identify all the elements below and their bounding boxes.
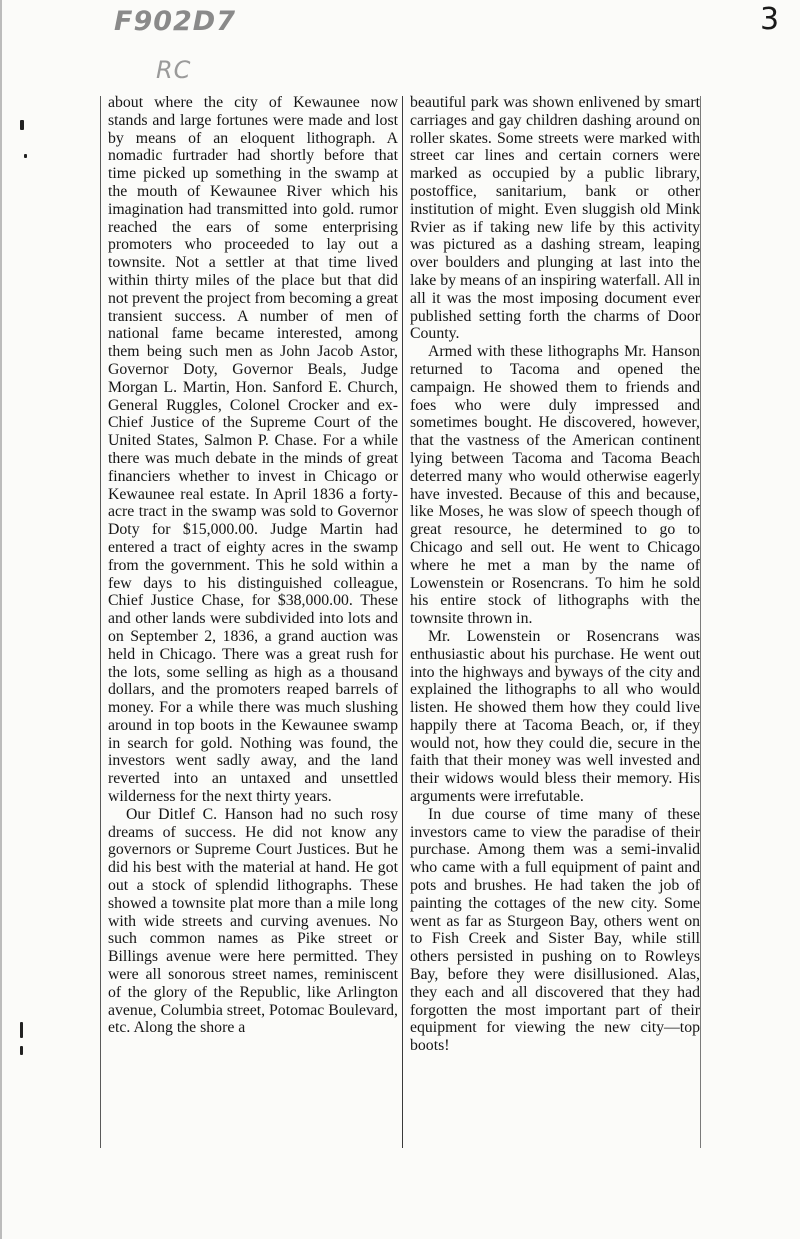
article-paragraph: beautiful park was shown enlivened by smart carriages and gay children dashing around on roller skates. Some streets were marked with street car lines and certain corners were marked as occupied by a public library, postoffice, sanitarium, bank or other institution of might. Even sluggish old Mink Rvier as if taking new life by this activity was pictured as a dashing stream, leaping over boulders and plunging at last into the lake by means of an inspiring waterfall. All in all it was the most imposing document ever published setting forth the charms of Door County. [410, 94, 700, 343]
article-paragraph: Mr. Lowenstein or Rosencrans was enthusiastic about his purchase. He went out into the highways and byways of the city and explained the lithographs to all who would listen. He showed them how they could live happily there at Tacoma Beach, or, if they would not, how they could die, secure in the faith that their money was well invested and their widows would bless their memory. His arguments were irrefutable. [410, 627, 700, 806]
binder-mark [24, 154, 27, 158]
article-paragraph: In due course of time many of these investors came to view the paradise of their purchase. Among them was a semi-invalid who came with a full equipment of paint and pots and brushes. He had taken the job of painting the cottages of the new city. Some went as far as Sturgeon Bay, others went on to Fish Creek and Sister Bay, while still others persisted in pushing on to Rowleys Bay, before they were disillusioned. Alas, they each and all discovered that they had forgotten the most important part of their equipment for viewing the new city—top boots! [410, 805, 700, 1055]
article-paragraph: Our Ditlef C. Hanson had no such rosy dreams of success. He did not know any governors or Supreme Court Justices. But he did his best with the material at hand. He got out a stock of splendid lithographs. These showed a townsite plat more than a mile long with wide streets and curving avenues. No such common names as Pike street or Billings avenue were here permitted. They were all sonorous street names, reminiscent of the glory of the Republic, like Arlington avenue, Columbia street, Potomac Boulevard, etc. Along the shore a [108, 805, 398, 1037]
binder-mark [20, 1022, 23, 1038]
left-column-border [100, 96, 101, 1148]
archive-sub-handwriting: RC [156, 56, 192, 84]
binder-mark [20, 120, 24, 130]
column-divider [402, 96, 403, 1148]
scan-edge [0, 0, 2, 1239]
article-column-left [108, 94, 398, 1037]
binder-mark [20, 1046, 23, 1055]
article-paragraph: about where the city of Kewaunee now stands and large fortunes were made and lost by means of an eloquent lithograph. A nomadic furtrader had shortly before that time picked up something in the swamp at the mouth of Kewaunee River which his imagination had transmitted into gold. rumor reached the ears of some enterprising promoters who proceeded to lay out a townsite. Not a settler at that time lived within thirty miles of the place but that did not prevent the project from becoming a great transient success. A number of men of national fame became interested, among them being such men as John Jacob Astor, Governor Doty, Governor Beals, Judge Morgan L. Martin, Hon. Sanford E. Church, General Ruggles, Colonel Crocker and ex-Chief Justice of the Supreme Court of the United States, Salmon P. Chase. For a while there was much debate in the minds of great financiers whether to invest in Chicago or Kewaunee real estate. In April 1836 a forty-acre tract in the swamp was sold to Governor Doty for $15,000.00. Judge Martin had entered a tract of eighty acres in the swamp from the government. This he sold within a few days to his distinguished colleague, Chief Justice Chase, for $38,000.00. These and other lands were subdivided into lots and on September 2, 1836, a grand auction was held in Chicago. There was a great rush for the lots, some selling as high as a thousand dollars, and the promoters reaped barrels of money. For a while there was much slushing around in top boots in the Kewaunee swamp in search for gold. Nothing was found, the investors went sadly away, and the land reverted into an untaxed and unsettled wilderness for the next thirty years. [108, 94, 398, 806]
right-column-border [700, 96, 701, 1148]
page-number: 3 [760, 2, 781, 37]
article-paragraph: Armed with these lithographs Mr. Hanson returned to Tacoma and opened the campaign. He showed them to friends and foes who were duly impressed and sometimes bought. He discovered, however, that the vastness of the American continent lying between Tacoma and Tacoma Beach deterred many who would otherwise eagerly have invested. Because of this and because, like Moses, he was slow of speech though of great resource, he determined to go to Chicago and sell out. He went to Chicago where he met a man by the name of Lowenstein or Rosencrans. To him he sold his entire stock of lithographs with the townsite thrown in. [410, 343, 700, 628]
archive-id-handwriting: F902D7 [114, 6, 237, 37]
article-column-right [410, 94, 700, 1055]
